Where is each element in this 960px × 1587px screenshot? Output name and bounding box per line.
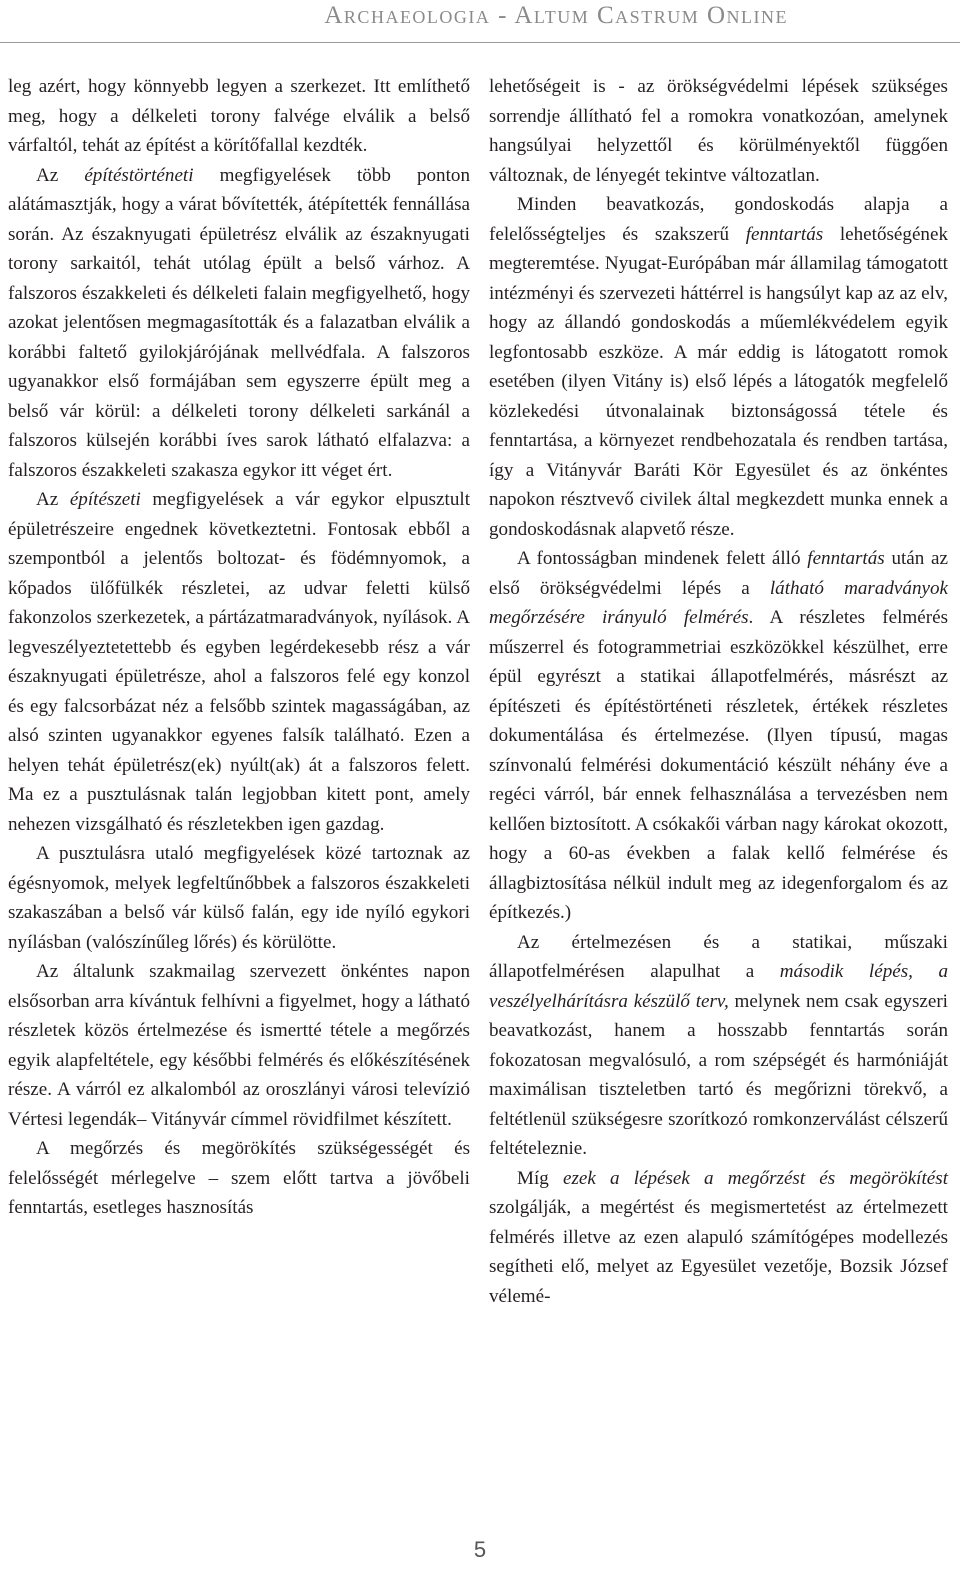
paragraph: A fontosságban mindenek felett álló fenntartás után az első örökségvédelmi lépés a látható maradványok megőrzésére irányuló felmérés. A részletes felmérés műszerrel és fotogrammetriai eszközökkel készülhet, erre épül egyrészt a statikai állapotfelmérés, másrészt az építészeti és építéstörténeti részletek, értékek részletes dokumentálása és értelmezése. (Ilyen típusú, magas színvonalú felmérési dokumentáció készült néhány éve a regéci várról, bár ennek felhasználása a tervezésben nem kellően biztosított. A csókakői várban nagy károkat okozott, hogy a 60-as években a falak kellő felmérése és állagbiztosítása nélkül indult meg az idegenforgalom és az építkezés.) [489, 548, 948, 923]
paragraph: lehetőségeit is - az örökségvédelmi lépések szükséges sorrendje állítható fel a romokra vonatkozóan, amelynek hangsúlyai helyzettől és körülményektől függően változnak, de lényegét tekintve változatlan. [489, 76, 948, 186]
running-header [0, 0, 960, 46]
paragraph: Az általunk szakmailag szervezett önkéntes napon elsősorban arra kívántuk felhívni a figyelmet, hogy a látható részletek közös értelmezése és ismertté tétele a megőrzés egyik alapfeltétele, egy későbbi felmérés és előkészítésének része. A várról ez alkalomból az oroszlányi városi televízió Vértesi legendák– Vitányvár címmel rövidfilmet készített. [8, 961, 470, 1130]
paragraph: leg azért, hogy könnyebb legyen a szerkezet. Itt említhető meg, hogy a délkeleti torony falvége elválik a belső várfaltól, tehát az építést a körítőfallal kezdték. [8, 76, 470, 156]
paragraph: Míg ezek a lépések a megőrzést és megörökítést szolgálják, a megértést és megismertetést az értelmezett felmérés illetve az ezen alapuló számítógépes modellezés segítheti elő, melyet az Egyesület vezetője, Bozsik József vélemé- [489, 1167, 948, 1307]
journal-title: Archaeologia - Altum Castrum Online [324, 2, 788, 29]
page-number: 5 [473, 1537, 487, 1562]
paragraph: A megőrzés és megörökítés szükségességét és felelősségét mérlegelve – szem előtt tartva a jövőbeli fenntartás, esetleges hasznosítás [8, 1138, 470, 1218]
header-divider [0, 42, 960, 43]
right-column [489, 72, 948, 1311]
paragraph: Az értelmezésen és a statikai, műszaki állapotfelmérésen alapulhat a második lépés, a veszélyelhárításra készülő terv, melynek nem csak egyszeri beavatkozást, hanem a hosszabb fenntartás során fokozatosan megvalósuló, a rom szépségét és harmóniáját maximálisan tiszteletben tartó és megőrizni törekvő, a feltétlenül szükségesre szorítkozó romkonzerválást célszerű feltételeznie. [489, 931, 948, 1159]
paragraph: Az építészeti megfigyelések a vár egykor elpusztult épületrészeire engednek következtetni. Fontosak ebből a szempontból a jelentős boltozat- és födémnyomok, a kőpados ülőfülkék részletei, az udvar feletti külső fakonzolos szerkezetek, a pártázatmaradványok, nyílások. A legveszélyeztetettebb és egyben legérdekesebb rész a vár északnyugati épületrésze, ahol a falszoros felé egy konzol és egy falcsorbázat néz a felsőbb szintek magasságában, az alsó szinten ugyanakkor egyenes falsík található. Ezen a helyen tehát épületrész(ek) nyúlt(ak) át a falszoros felett. Ma ez a pusztulásnak talán legjobban kitett pont, amely nehezen vizsgálható és részletekben igen gazdag. [8, 489, 470, 835]
paragraph: A pusztulásra utaló megfigyelések közé tartoznak az égésnyomok, melyek legfeltűnőbbek a falszoros északkeleti szakaszában a belső vár külső falán, egy ide nyíló egykori nyílásban (valószínűleg lőrés) és körülötte. [8, 843, 470, 953]
paragraph: Minden beavatkozás, gondoskodás alapja a felelősségteljes és szakszerű fenntartás lehetőségének megteremtése. Nyugat-Európában már államilag támogatott intézményi és szervezeti háttérrel is hangsúlyt kap az az elv, hogy az állandó gondoskodás a műemlékvédelem egyik legfontosabb eszköze. A már eddig is látogatott romok esetében (ilyen Vitány is) első lépés a látogatók megfelelő közlekedési útvonalainak biztonságossá tétele és fenntartása, a környezet rendbehozatala és rendben tartása, így a Vitányvár Baráti Kör Egyesület és az önkéntes napokon résztvevő civilek által megkezdett munka ennek a gondoskodásnak alapvető része. [489, 194, 948, 540]
left-column [8, 72, 470, 1223]
paragraph: Az építéstörténeti megfigyelések több ponton alátámasztják, hogy a várat bővítették, átépítették fennállása során. Az északnyugati épületrész elválik az északnyugati torony sarkaitól, tehát utólag épült a belső várhoz. A falszoros északkeleti és délkeleti falain megfigyelhető, hogy azokat jelentősen megmagasították és a falazatban elválik a korábbi faltető gyilokjárójának mellvédfala. A falszoros ugyanakkor első formájában sem egyszerre épült meg a belső vár körül: a délkeleti torony délkeleti sarkánál a falszoros külsején korábbi íves sarok látható elfalazva: a falszoros északkeleti szakasza egykor itt véget ért. [8, 164, 470, 481]
